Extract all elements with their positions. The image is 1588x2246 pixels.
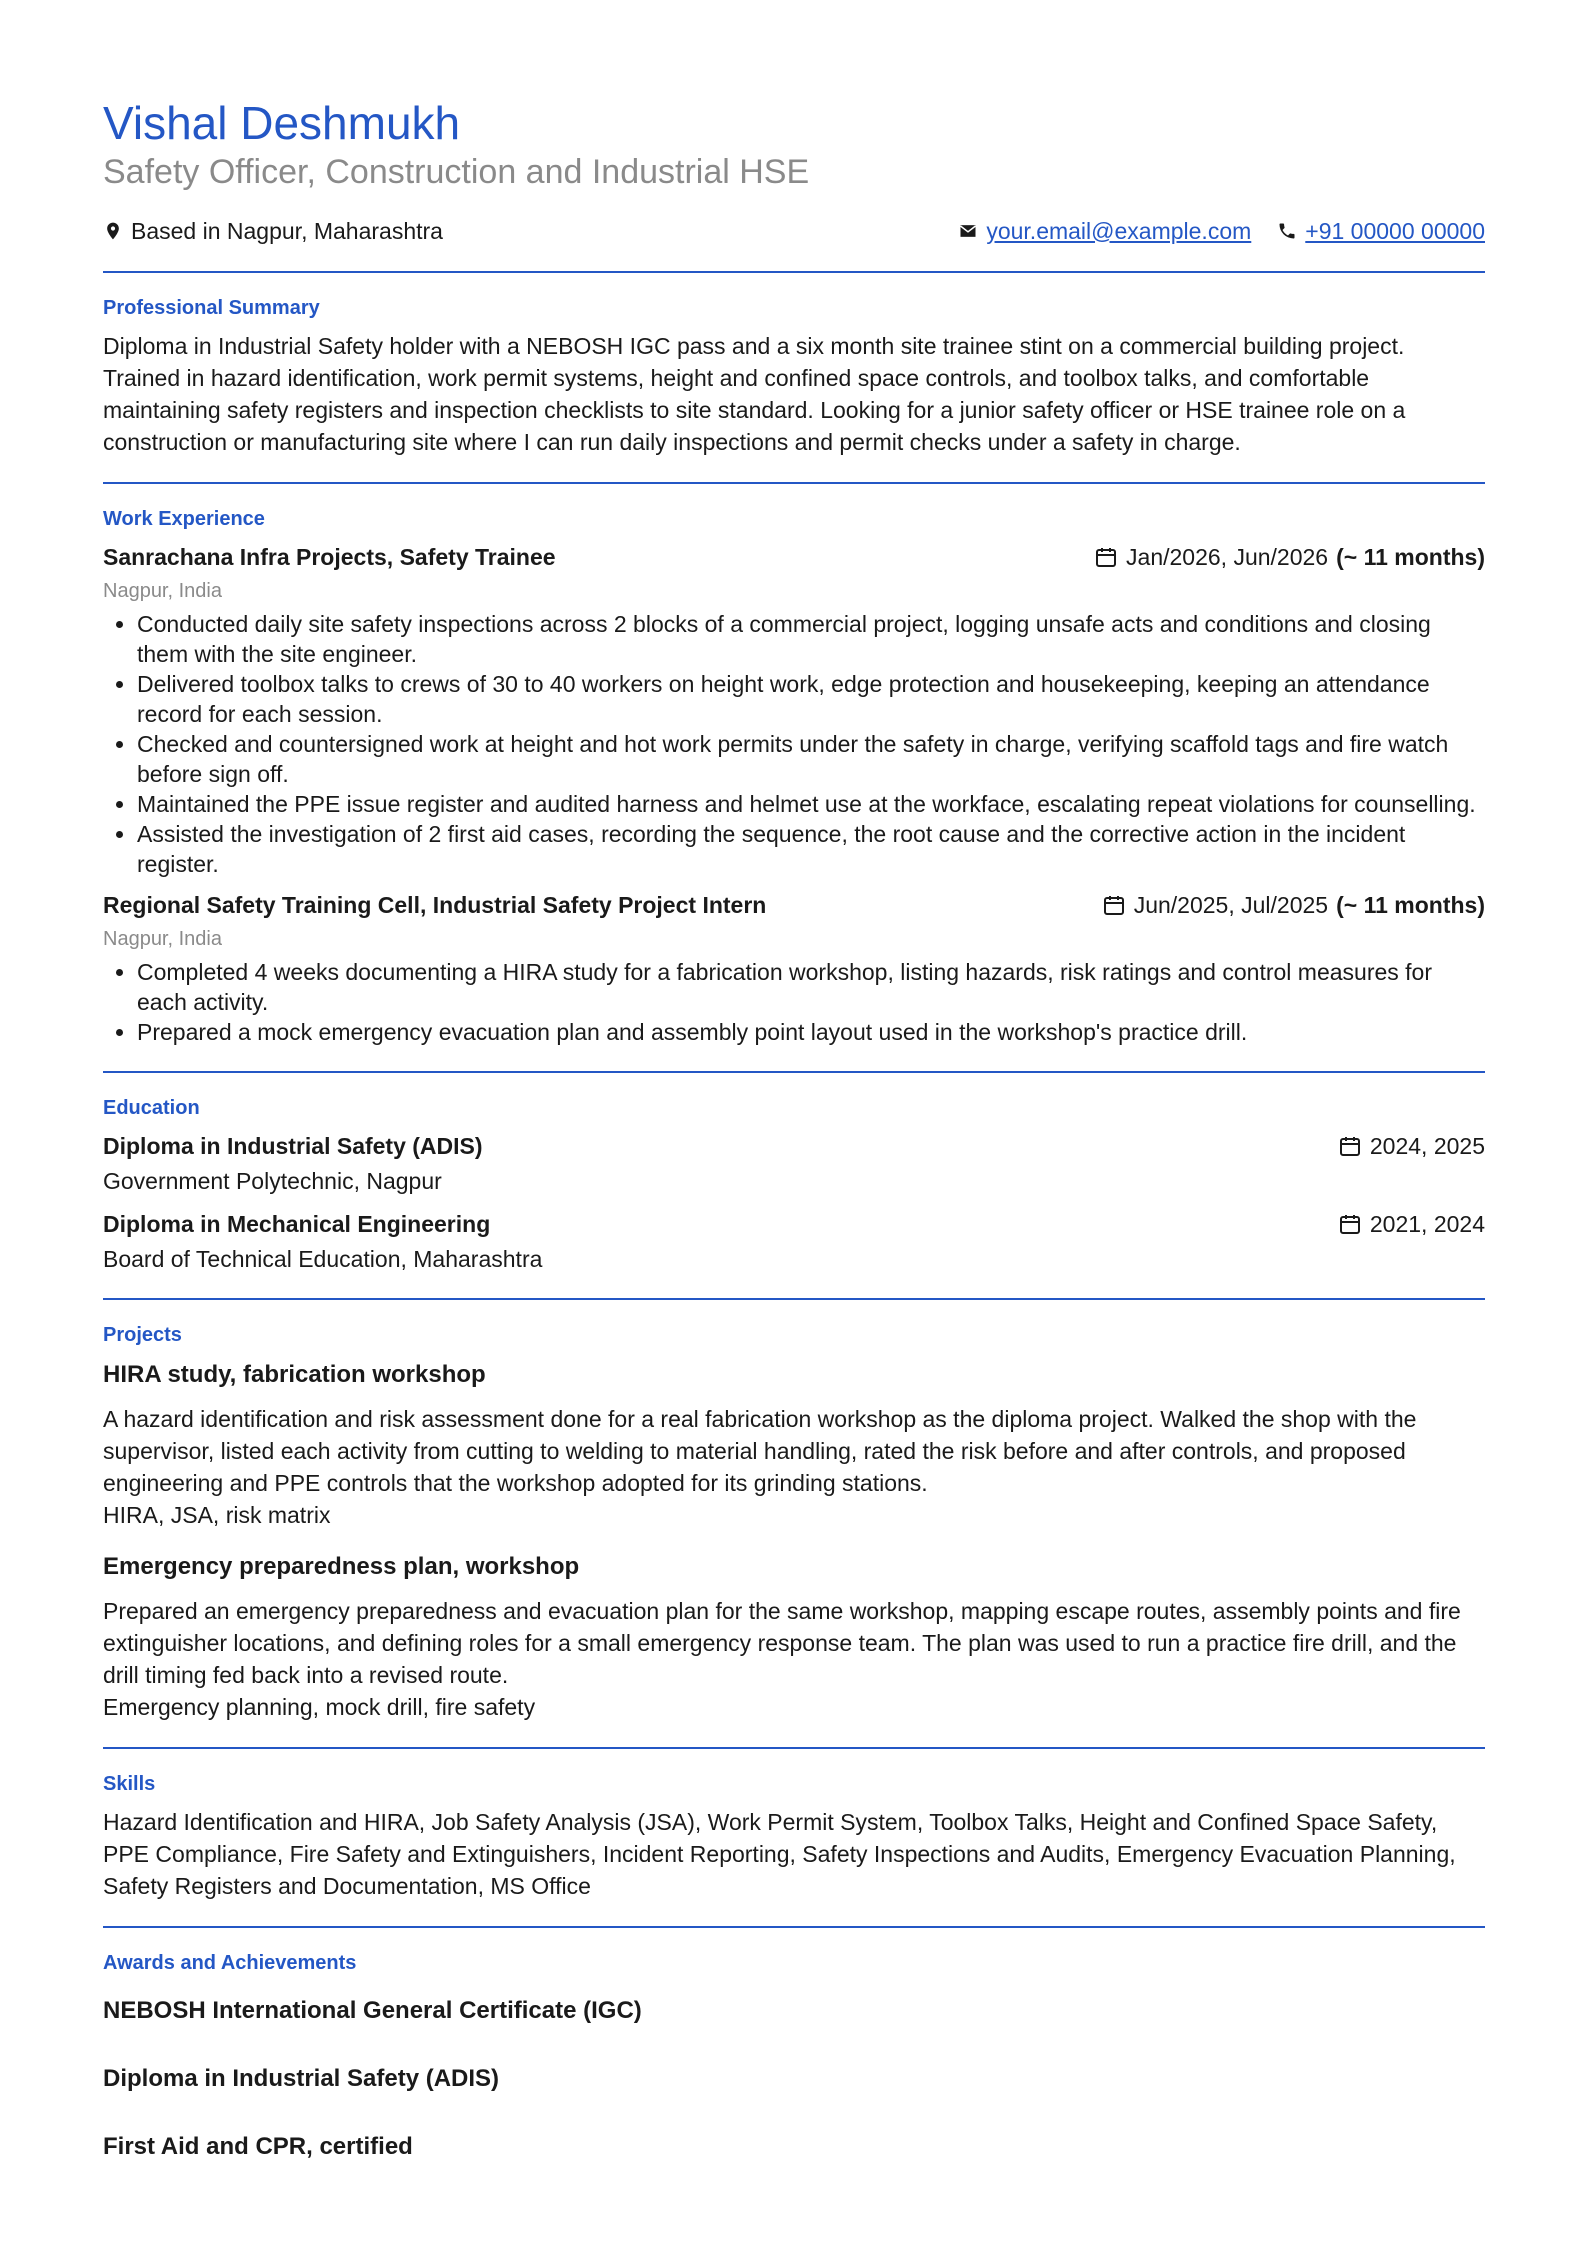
job-date-range: Jun/2025, Jul/2025 bbox=[1133, 891, 1329, 918]
job-location: Nagpur, India bbox=[103, 927, 222, 950]
calendar-icon bbox=[1102, 893, 1126, 917]
experience-section bbox=[103, 484, 1485, 1071]
award-item: NEBOSH International General Certificate (IGC) bbox=[103, 1996, 642, 2024]
project-tags: HIRA, JSA, risk matrix bbox=[103, 1501, 331, 1528]
job-title: Sanrachana Infra Projects, Safety Trainee bbox=[103, 543, 556, 570]
skills-section bbox=[103, 1749, 1485, 1926]
job-company: Regional Safety Training Cell bbox=[103, 891, 420, 918]
email-link[interactable]: your.email@example.com bbox=[986, 217, 1252, 244]
calendar-icon bbox=[1094, 545, 1118, 569]
skills-heading: Skills bbox=[103, 1772, 156, 1795]
education-dates bbox=[1338, 1208, 1485, 1240]
education-heading: Education bbox=[103, 1096, 200, 1119]
job-role: Industrial Safety Project Intern bbox=[432, 891, 767, 918]
education-section bbox=[103, 1073, 1485, 1298]
awards-heading: Awards and Achievements bbox=[103, 1951, 357, 1974]
job-bullet: • Maintained the PPE issue register and audited harness and helmet use at the workface, escalating repeat violations for counselling. bbox=[137, 789, 1485, 819]
location-item bbox=[103, 218, 443, 245]
projects-heading: Projects bbox=[103, 1323, 182, 1346]
phone-icon bbox=[1277, 221, 1297, 241]
education-entry bbox=[103, 1130, 1485, 1196]
experience-heading: Work Experience bbox=[103, 507, 265, 530]
job-bullet: • Delivered toolbox talks to crews of 30 to 40 workers on height work, edge protection and housekeeping, keeping an attendance record for each session. bbox=[137, 669, 1485, 729]
skills-text: Hazard Identification and HIRA, Job Safety Analysis (JSA), Work Permit System, Toolbox Talks, Height and Confined Space Safety, PPE Compliance, Fire Safety and Extinguishers, Incident Reporting, Safety Inspections and Audits, Emergency Evacuation Planning, Safety Registers and Documentation, MS Office bbox=[103, 1808, 1456, 1899]
job-date-range: Jan/2026, Jun/2026 bbox=[1126, 543, 1329, 570]
job-company: Sanrachana Infra Projects bbox=[103, 543, 387, 570]
project-tags: Emergency planning, mock drill, fire safety bbox=[103, 1693, 536, 1720]
project-entry bbox=[103, 1553, 1485, 1723]
job-dates bbox=[1094, 541, 1485, 573]
contact-row bbox=[103, 218, 1485, 245]
job-header bbox=[103, 889, 1485, 921]
job-role: Safety Trainee bbox=[399, 543, 556, 570]
education-school: Government Polytechnic, Nagpur bbox=[103, 1167, 442, 1194]
project-title: HIRA study, fabrication workshop bbox=[103, 1360, 486, 1388]
calendar-icon bbox=[1338, 1134, 1362, 1158]
candidate-name: Vishal Deshmukh bbox=[103, 97, 461, 149]
education-header bbox=[103, 1130, 1485, 1162]
summary-section bbox=[103, 273, 1485, 482]
location-text: Based in Nagpur, Maharashtra bbox=[131, 217, 443, 244]
education-degree: Diploma in Mechanical Engineering bbox=[103, 1210, 491, 1237]
education-entry bbox=[103, 1208, 1485, 1274]
project-description: A hazard identification and risk assessment done for a real fabrication workshop as the diploma project. Walked the shop with the supervisor, listed each activity from cutting to welding to material handling, rated the risk before and after controls, and proposed engineering and PPE controls that the workshop adopted for its grinding stations. bbox=[103, 1405, 1417, 1496]
job-header bbox=[103, 541, 1485, 573]
award-item: First Aid and CPR, certified bbox=[103, 2132, 413, 2160]
contact-right bbox=[958, 218, 1485, 245]
job-bullet: • Checked and countersigned work at height and hot work permits under the safety in charge, verifying scaffold tags and fire watch before sign off. bbox=[137, 729, 1485, 789]
project-entry bbox=[103, 1361, 1485, 1531]
calendar-icon bbox=[1338, 1212, 1362, 1236]
phone-item bbox=[1277, 218, 1485, 245]
job-bullet: • Prepared a mock emergency evacuation plan and assembly point layout used in the workshop's practice drill. bbox=[137, 1017, 1485, 1047]
job-bullets bbox=[103, 609, 1485, 879]
email-item bbox=[958, 218, 1251, 245]
education-degree: Diploma in Industrial Safety (ADIS) bbox=[103, 1132, 483, 1159]
job-title: Regional Safety Training Cell, Industrial Safety Project Intern bbox=[103, 891, 767, 918]
job-location: Nagpur, India bbox=[103, 579, 222, 602]
summary-text: Diploma in Industrial Safety holder with a NEBOSH IGC pass and a six month site trainee stint on a commercial building project. Trained in hazard identification, work permit systems, height and confined space controls, and toolbox talks, and comfortable maintaining safety registers and inspection checklists to site standard. Looking for a junior safety officer or HSE trainee role on a construction or manufacturing site where I can run daily inspections and permit checks under a safety in charge. bbox=[103, 332, 1406, 455]
phone-link[interactable]: +91 00000 00000 bbox=[1305, 217, 1485, 244]
job-dates bbox=[1102, 889, 1485, 921]
candidate-title: Safety Officer, Construction and Industrial HSE bbox=[103, 152, 810, 191]
job-bullet: • Completed 4 weeks documenting a HIRA study for a fabrication workshop, listing hazards, risk ratings and control measures for each activity. bbox=[137, 957, 1485, 1017]
education-date-range: 2024, 2025 bbox=[1369, 1132, 1485, 1159]
education-dates bbox=[1338, 1130, 1485, 1162]
job-duration: (~ 11 months) bbox=[1336, 543, 1485, 570]
contact-left bbox=[103, 218, 443, 245]
project-title: Emergency preparedness plan, workshop bbox=[103, 1552, 580, 1580]
summary-heading: Professional Summary bbox=[103, 296, 320, 319]
location-pin-icon bbox=[103, 221, 123, 241]
project-description: Prepared an emergency preparedness and evacuation plan for the same workshop, mapping escape routes, assembly points and fire extinguisher locations, and defining roles for a small emergency response team. The plan was used to run a practice fire drill, and the drill timing fed back into a revised route. bbox=[103, 1597, 1461, 1688]
job-bullet: • Conducted daily site safety inspections across 2 blocks of a commercial project, logging unsafe acts and conditions and closing them with the site engineer. bbox=[137, 609, 1485, 669]
projects-section bbox=[103, 1300, 1485, 1747]
education-date-range: 2021, 2024 bbox=[1369, 1210, 1485, 1237]
awards-section bbox=[103, 1928, 1485, 2225]
education-header bbox=[103, 1208, 1485, 1240]
job-bullet: • Assisted the investigation of 2 first aid cases, recording the sequence, the root cause and the corrective action in the incident register. bbox=[137, 819, 1485, 879]
education-school: Board of Technical Education, Maharashtra bbox=[103, 1245, 543, 1272]
job-bullets bbox=[103, 957, 1485, 1047]
job-duration: (~ 11 months) bbox=[1336, 891, 1485, 918]
job-entry bbox=[103, 889, 1485, 1047]
envelope-icon bbox=[958, 221, 978, 241]
award-item: Diploma in Industrial Safety (ADIS) bbox=[103, 2064, 500, 2092]
job-entry bbox=[103, 541, 1485, 879]
